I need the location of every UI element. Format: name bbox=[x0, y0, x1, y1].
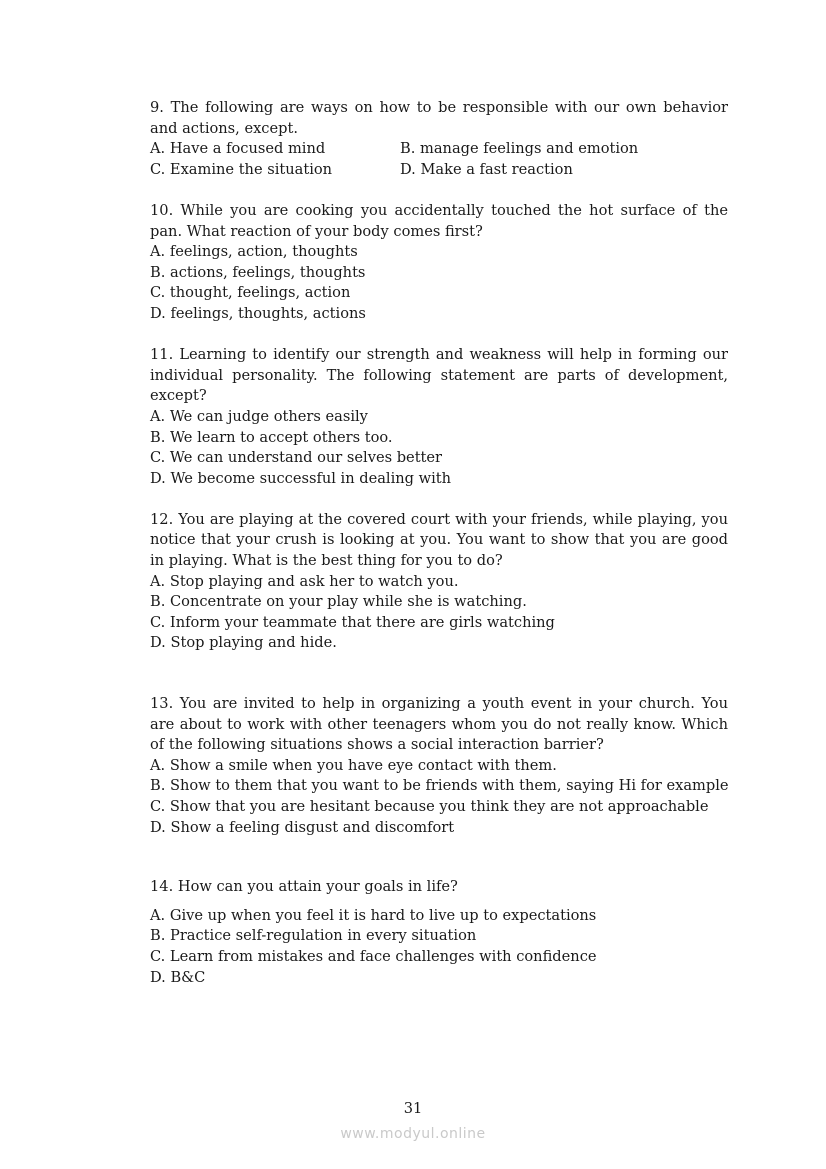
option-a: A. Show a smile when you have eye contact with them. bbox=[150, 756, 557, 774]
option-b: B. We learn to accept others too. bbox=[150, 428, 393, 446]
option-a: A. Give up when you feel it is hard to live up to expectations bbox=[150, 906, 597, 924]
question-13 bbox=[150, 694, 728, 838]
option-d: D. We become successful in dealing with bbox=[150, 469, 452, 487]
question-12 bbox=[150, 510, 728, 654]
question-stem: 13. You are invited to help in organizing a youth event in your church. You are about to work with other teenagers whom you do not really know. Which of the following situations shows a social interaction barrier? bbox=[150, 695, 728, 754]
option-a: A. We can judge others easily bbox=[150, 407, 368, 425]
option-c: C. Inform your teammate that there are girls watching bbox=[150, 613, 555, 631]
option-d: D. B&C bbox=[150, 968, 206, 986]
question-stem: 9. The following are ways on how to be responsible with our own behavior and actions, except. bbox=[150, 99, 728, 137]
question-9 bbox=[150, 98, 728, 180]
option-d: D. feelings, thoughts, actions bbox=[150, 304, 366, 322]
question-10 bbox=[150, 201, 728, 325]
watermark: www.modyul.online bbox=[340, 1126, 486, 1142]
option-a: A. feelings, action, thoughts bbox=[150, 243, 358, 261]
option-d: D. Make a fast reaction bbox=[400, 160, 573, 178]
option-c: C. Examine the situation bbox=[150, 160, 333, 178]
question-stem: 12. You are playing at the covered court with your friends, while playing, you notice that your crush is looking at you. You want to show that you are good in playing. What is the best thing for you to do? bbox=[150, 510, 728, 570]
option-c: C. thought, feelings, action bbox=[150, 284, 351, 302]
option-c: C. We can understand our selves better bbox=[150, 449, 443, 467]
option-b: B. Show to them that you want to be friends with them, saying Hi for example bbox=[150, 777, 729, 795]
option-c: C. Show that you are hesitant because you think they are not approachable bbox=[150, 798, 709, 815]
question-11 bbox=[150, 345, 728, 489]
option-b: B. Concentrate on your play while she is watching. bbox=[150, 593, 527, 611]
page-number: 31 bbox=[403, 1100, 423, 1117]
option-b: B. Practice self-regulation in every situation bbox=[150, 927, 477, 945]
options-grid bbox=[150, 139, 728, 180]
document-page bbox=[150, 98, 728, 1009]
option-a: A. Have a focused mind bbox=[150, 140, 326, 158]
option-d: D. Show a feeling disgust and discomfort bbox=[150, 818, 455, 836]
option-d: D. Stop playing and hide. bbox=[150, 634, 337, 652]
question-14 bbox=[150, 877, 728, 988]
question-stem: 10. While you are cooking you accidentally touched the hot surface of the pan. What reaction of your body comes first? bbox=[150, 201, 728, 240]
option-c: C. Learn from mistakes and face challenges with confidence bbox=[150, 947, 597, 965]
question-stem: 11. Learning to identify our strength and weakness will help in forming our individual personality. The following statement are parts of development, except? bbox=[150, 346, 728, 405]
option-b: B. actions, feelings, thoughts bbox=[150, 263, 366, 281]
question-stem: 14. How can you attain your goals in life? bbox=[150, 878, 458, 896]
option-a: A. Stop playing and ask her to watch you. bbox=[150, 572, 459, 590]
option-b: B. manage feelings and emotion bbox=[400, 140, 639, 158]
